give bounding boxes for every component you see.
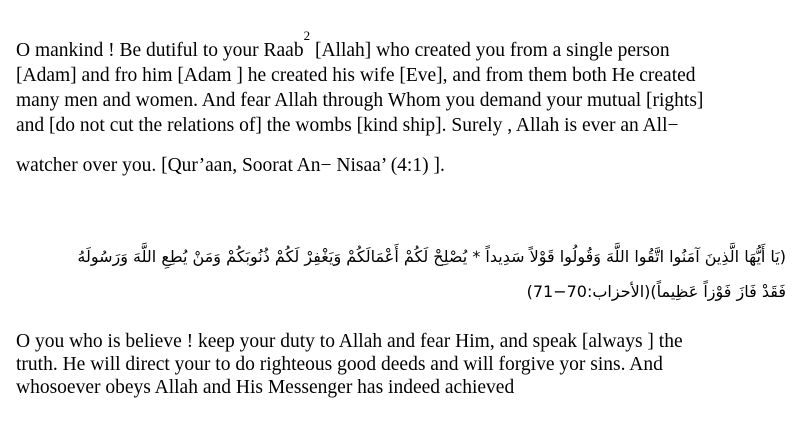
arabic-verse-line: فَقَدْ فَازَ فَوْزاً عَظِيماً)(الأحزاب:70−71) [526, 282, 786, 301]
paragraph-line [16, 27, 786, 63]
paragraph-line: [Adam] and fro him [Adam ] he created his wife [Eve], and from them both He created [16, 65, 696, 86]
text-segment: [Allah] who created you from a single person [310, 40, 670, 61]
text-segment: O mankind ! Be dutiful to your Raab [16, 40, 304, 61]
paragraph-line: many men and women. And fear Allah through Whom you demand your mutual [rights] [16, 90, 704, 111]
paragraph-line: whosoever obeys Allah and His Messenger has indeed achieved [16, 377, 515, 398]
paragraph-line: truth. He will direct your to do righteous good deeds and will forgive yor sins. And [16, 354, 663, 375]
translation-paragraph-ahzab [16, 330, 786, 399]
paragraph-line: and [do not cut the relations of] the wombs [kind ship]. Surely , Allah is ever an All− [16, 115, 679, 136]
paragraph-line: O you who is believe ! keep your duty to Allah and fear Him, and speak [always ] the [16, 331, 683, 352]
footnote-marker: 2 [303, 27, 311, 43]
arabic-verse-line: (يَا أَيُّهَا الَّذِينَ آمَنُوا اتَّقُوا اللَّهَ وَقُولُوا قَوْلاً سَدِيداً * يُصْلِحْ لَكُمْ أَعْمَالَكُمْ وَيَغْفِرْ لَكُمْ ذُنُوبَكُمْ وَمَنْ يُطِعِ اللَّهَ وَرَسُولَهُ [77, 247, 786, 266]
translation-paragraph-nisaa [16, 27, 786, 178]
paragraph-line: watcher over you. [Qur’aan, Soorat An− Nisaa’ (4:1) ]. [16, 155, 445, 176]
